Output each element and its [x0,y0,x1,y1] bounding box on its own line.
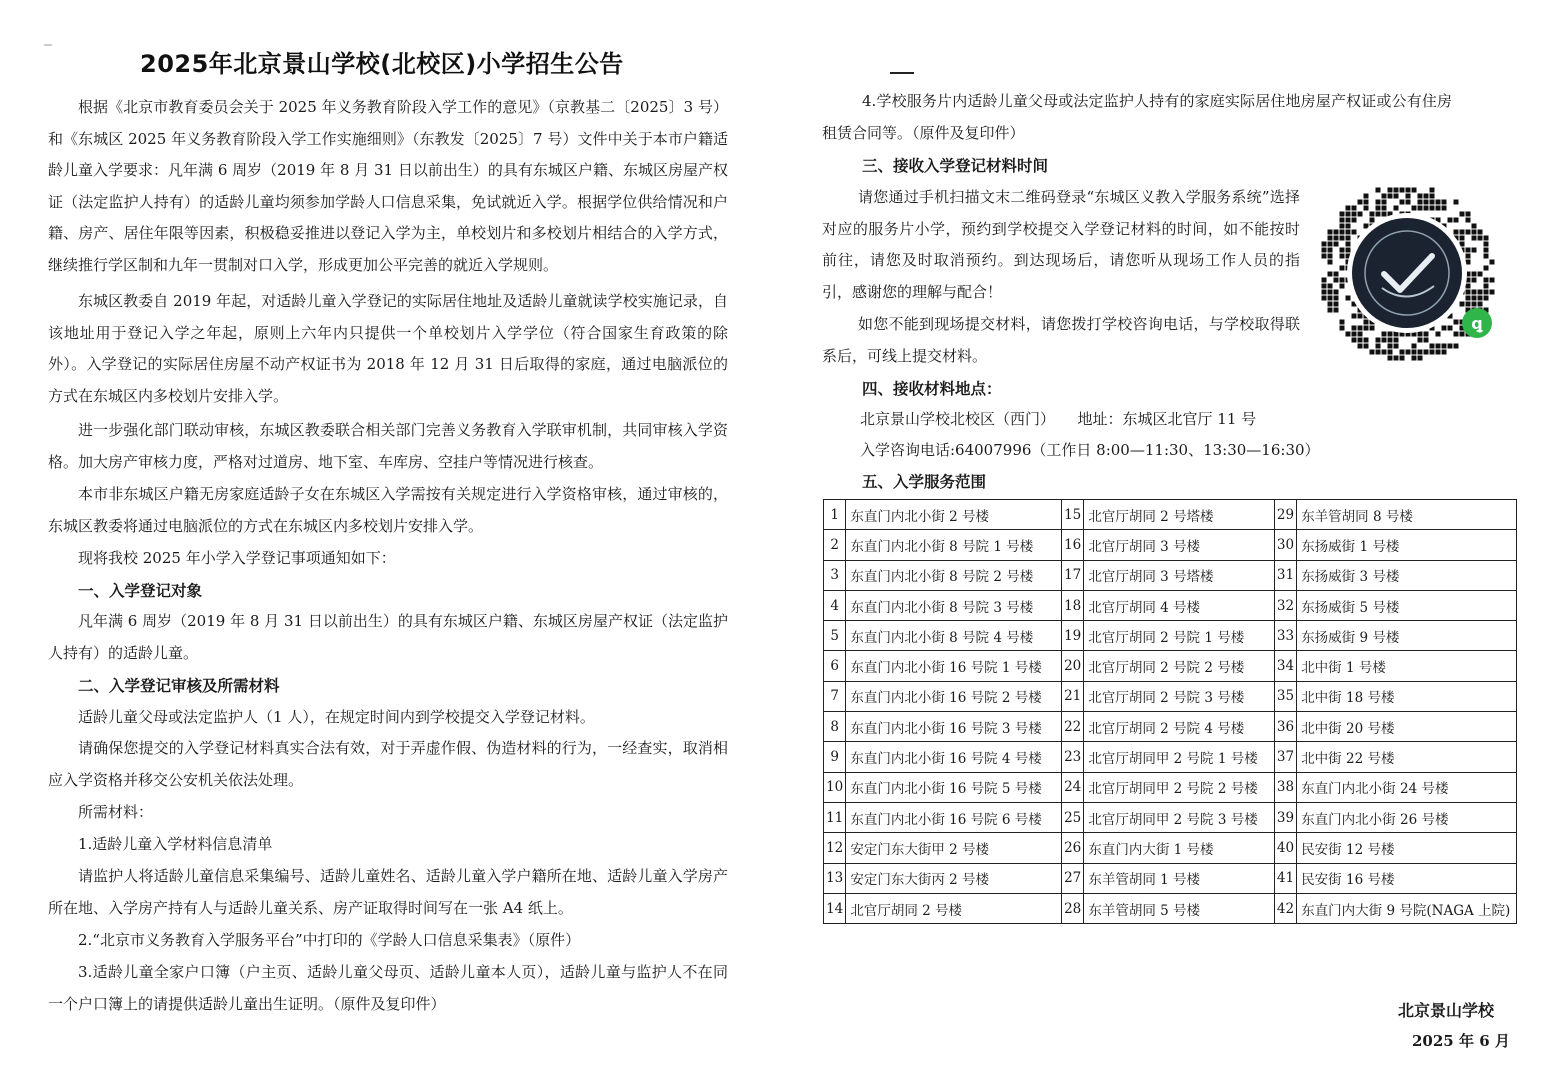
row-number-cell: 36 [1274,712,1296,742]
paragraph-eligibility: 凡年满 6 周岁（2019 年 8 月 31 日以前出生）的具有东城区户籍、东城区房屋产权证（法定监护人持有）的适龄儿童。 [48,612,728,662]
wechat-mini-program-icon: ꝗ [1462,308,1492,338]
address-cell: 北官厅胡同 2 号楼 [846,893,1062,923]
address-cell: 东直门内北小街 16 号院 4 号楼 [846,742,1062,772]
table-row [824,651,1517,681]
row-number-cell: 9 [824,742,846,772]
row-number-cell: 40 [1274,833,1296,863]
address-cell: 北官厅胡同 2 号院 2 号楼 [1084,651,1274,681]
address-cell: 东直门内北小街 2 号楼 [846,500,1062,530]
address-cell: 东直门内北小街 8 号院 1 号楼 [846,530,1062,560]
address-cell: 东直门内北小街 16 号院 3 号楼 [846,712,1062,742]
row-number-cell: 26 [1062,833,1084,863]
address-cell: 东直门内北小街 26 号楼 [1297,802,1517,832]
address-cell: 东直门内北小街 8 号院 3 号楼 [846,590,1062,620]
address-cell: 东直门内北小街 16 号院 6 号楼 [846,802,1062,832]
address-cell: 安定门东大街甲 2 号楼 [846,833,1062,863]
school-address: 北京景山学校北校区（西门） 地址：东城区北官厅 11 号 [860,410,1257,428]
table-row [824,590,1517,620]
heading-eligibility: 一、入学登记对象 [78,581,203,600]
heading-time: 三、接收入学登记材料时间 [862,156,1049,175]
qr-code-icon[interactable] [1312,178,1502,368]
row-number-cell: 14 [824,893,846,923]
address-cell: 东直门内北小街 16 号院 1 号楼 [846,651,1062,681]
table-row [824,893,1517,923]
row-number-cell: 27 [1062,863,1084,893]
row-number-cell: 24 [1062,772,1084,802]
table-row [824,712,1517,742]
row-number-cell: 12 [824,833,846,863]
address-cell: 北官厅胡同 2 号院 4 号楼 [1084,712,1274,742]
address-cell: 东扬威街 9 号楼 [1297,621,1517,651]
address-cell: 北官厅胡同甲 2 号院 1 号楼 [1084,742,1274,772]
address-cell: 北中街 1 号楼 [1297,651,1517,681]
table-row [824,863,1517,893]
row-number-cell: 41 [1274,863,1296,893]
row-number-cell: 33 [1274,621,1296,651]
address-cell: 东扬威街 5 号楼 [1297,590,1517,620]
address-cell: 北中街 22 号楼 [1297,742,1517,772]
address-cell: 东直门内北小街 16 号院 2 号楼 [846,681,1062,711]
row-number-cell: 15 [1062,500,1084,530]
heading-location: 四、接收材料地点： [862,379,1002,398]
address-cell: 安定门东大街丙 2 号楼 [846,863,1062,893]
signature-school: 北京景山学校 [1398,1001,1495,1020]
table-row [824,802,1517,832]
row-number-cell: 18 [1062,590,1084,620]
address-cell: 北官厅胡同甲 2 号院 3 号楼 [1084,802,1274,832]
paragraph-submit: 适龄儿童父母或法定监护人（1 人），在规定时间内到学校提交入学登记材料。 [78,708,595,726]
paragraph-audit: 进一步强化部门联动审核，东城区教委联合相关部门完善义务教育入学联审机制，共同审核入学资格。加大房产审核力度，严格对过道房、地下室、车库房、空挂户等情况进行核查。 [48,421,728,471]
table-row [824,530,1517,560]
address-cell: 东直门内大街 9 号院(NAGA 上院) [1297,893,1517,923]
row-number-cell: 32 [1274,590,1296,620]
row-number-cell: 2 [824,530,846,560]
row-number-cell: 28 [1062,893,1084,923]
row-number-cell: 37 [1274,742,1296,772]
heading-materials: 二、入学登记审核及所需材料 [78,676,280,695]
paragraph-intro: 现将我校 2025 年小学入学登记事项通知如下： [78,549,396,567]
address-cell: 东直门内北小街 8 号院 2 号楼 [846,560,1062,590]
paragraph-appointment: 请您通过手机扫描文末二维码登录“东城区义教入学服务系统”选择对应的服务片小学，预约到学校提交入学登记材料的时间，如不能按时前往，请您及时取消预约。到达现场后，请您听从现场工作人员的指引，感谢您的理解与配合！ [822,188,1300,301]
scan-speck [44,44,52,46]
row-number-cell: 16 [1062,530,1084,560]
address-cell: 东直门内北小街 16 号院 5 号楼 [846,772,1062,802]
material-item-2: 2.“北京市义务教育入学服务平台”中打印的《学龄人口信息采集表》（原件） [78,931,581,949]
table-row [824,621,1517,651]
row-number-cell: 1 [824,500,846,530]
address-cell: 东直门内北小街 8 号院 4 号楼 [846,621,1062,651]
paragraph-non-resident: 本市非东城区户籍无房家庭适龄子女在东城区入学需按有关规定进行入学资格审核，通过审核的，东城区教委将通过电脑派位的方式在东城区内多校划片安排入学。 [48,485,728,535]
address-cell: 北中街 20 号楼 [1297,712,1517,742]
address-cell: 东扬威街 1 号楼 [1297,530,1517,560]
address-cell: 北中街 18 号楼 [1297,681,1517,711]
address-cell: 北官厅胡同 2 号院 3 号楼 [1084,681,1274,711]
service-range-table [823,499,1517,924]
address-cell: 北官厅胡同 3 号楼 [1084,530,1274,560]
row-number-cell: 22 [1062,712,1084,742]
address-cell: 东直门内大街 1 号楼 [1084,833,1274,863]
material-item-1-detail: 请监护人将适龄儿童信息采集编号、适龄儿童姓名、适龄儿童入学户籍所在地、适龄儿童入学房产所在地、入学房产持有人与适龄儿童关系、房产证取得时间写在一张 A4 纸上。 [48,867,728,917]
row-number-cell: 19 [1062,621,1084,651]
address-cell: 东扬威街 3 号楼 [1297,560,1517,590]
table-row [824,500,1517,530]
margin-mark [890,72,914,74]
address-cell: 北官厅胡同 2 号塔楼 [1084,500,1274,530]
paragraph-online: 如您不能到现场提交材料，请您拨打学校咨询电话，与学校取得联系后，可线上提交材料。 [822,315,1300,365]
row-number-cell: 10 [824,772,846,802]
row-number-cell: 35 [1274,681,1296,711]
row-number-cell: 4 [824,590,846,620]
row-number-cell: 23 [1062,742,1084,772]
paragraph-policy: 根据《北京市教育委员会关于 2025 年义务教育阶段入学工作的意见》（京教基二〔2025〕3 号）和《东城区 2025 年义务教育阶段入学工作实施细则》（东教发〔2025〕7 号）文件中关于本市户籍适龄儿童入学要求：凡年满 6 周岁（2019 年 8 月 31 日以前出生）的具有东城区户籍、东城区房屋产权证（法定监护人持有）的适龄儿童均须参加学龄人口信息采集，免试就近入学。根据学位供给情况和户籍、房产、居住年限等因素，积极稳妥推进以登记入学为主，单校划片和多校划片相结合的入学方式，继续推行学区制和九年一贯制对口入学，形成更加公平完善的就近入学规则。 [48,98,728,274]
paragraph-warning: 请确保您提交的入学登记材料真实合法有效，对于弄虚作假、伪造材料的行为，一经查实，取消相应入学资格并移交公安机关依法处理。 [48,739,728,789]
paragraph-record: 东城区教委自 2019 年起，对适龄儿童入学登记的实际居住地址及适龄儿童就读学校实施记录，自该地址用于登记入学之年起，原则上六年内只提供一个单校划片入学学位（符合国家生育政策的除外）。入学登记的实际居住房屋不动产权证书为 2018 年 12 月 31 日后取得的家庭，通过电脑派位的方式在东城区内多校划片安排入学。 [48,292,728,405]
consult-phone: 入学咨询电话:64007996（工作日 8:00—11:30、13:30—16:30） [860,441,1320,459]
row-number-cell: 42 [1274,893,1296,923]
paragraph-required: 所需材料： [78,803,154,821]
row-number-cell: 30 [1274,530,1296,560]
address-cell: 东羊管胡同 5 号楼 [1084,893,1274,923]
row-number-cell: 8 [824,712,846,742]
row-number-cell: 25 [1062,802,1084,832]
row-number-cell: 29 [1274,500,1296,530]
table-row [824,772,1517,802]
row-number-cell: 17 [1062,560,1084,590]
row-number-cell: 7 [824,681,846,711]
address-cell: 民安街 16 号楼 [1297,863,1517,893]
row-number-cell: 3 [824,560,846,590]
address-cell: 民安街 12 号楼 [1297,833,1517,863]
address-cell: 东羊管胡同 8 号楼 [1297,500,1517,530]
address-cell: 东直门内北小街 24 号楼 [1297,772,1517,802]
row-number-cell: 6 [824,651,846,681]
address-cell: 北官厅胡同 4 号楼 [1084,590,1274,620]
row-number-cell: 20 [1062,651,1084,681]
material-item-4: 4.学校服务片内适龄儿童父母或法定监护人持有的家庭实际居住地房屋产权证或公有住房租赁合同等。（原件及复印件） [822,92,1452,142]
table-row [824,560,1517,590]
address-cell: 北官厅胡同甲 2 号院 2 号楼 [1084,772,1274,802]
material-item-3: 3.适龄儿童全家户口簿（户主页、适龄儿童父母页、适龄儿童本人页），适龄儿童与监护人不在同一个户口簿上的请提供适龄儿童出生证明。（原件及复印件） [48,963,728,1013]
row-number-cell: 34 [1274,651,1296,681]
signature-date: 2025 年 6 月 [1412,1032,1510,1050]
row-number-cell: 11 [824,802,846,832]
table-row [824,833,1517,863]
heading-service-range: 五、入学服务范围 [862,472,987,491]
row-number-cell: 38 [1274,772,1296,802]
row-number-cell: 5 [824,621,846,651]
row-number-cell: 13 [824,863,846,893]
address-cell: 北官厅胡同 2 号院 1 号楼 [1084,621,1274,651]
material-item-1: 1.适龄儿童入学材料信息清单 [78,835,273,853]
address-cell: 北官厅胡同 3 号塔楼 [1084,560,1274,590]
table-row [824,681,1517,711]
row-number-cell: 39 [1274,802,1296,832]
row-number-cell: 21 [1062,681,1084,711]
notice-title: 2025年北京景山学校(北校区)小学招生公告 [140,50,624,78]
address-cell: 东羊管胡同 1 号楼 [1084,863,1274,893]
row-number-cell: 31 [1274,560,1296,590]
table-row [824,742,1517,772]
